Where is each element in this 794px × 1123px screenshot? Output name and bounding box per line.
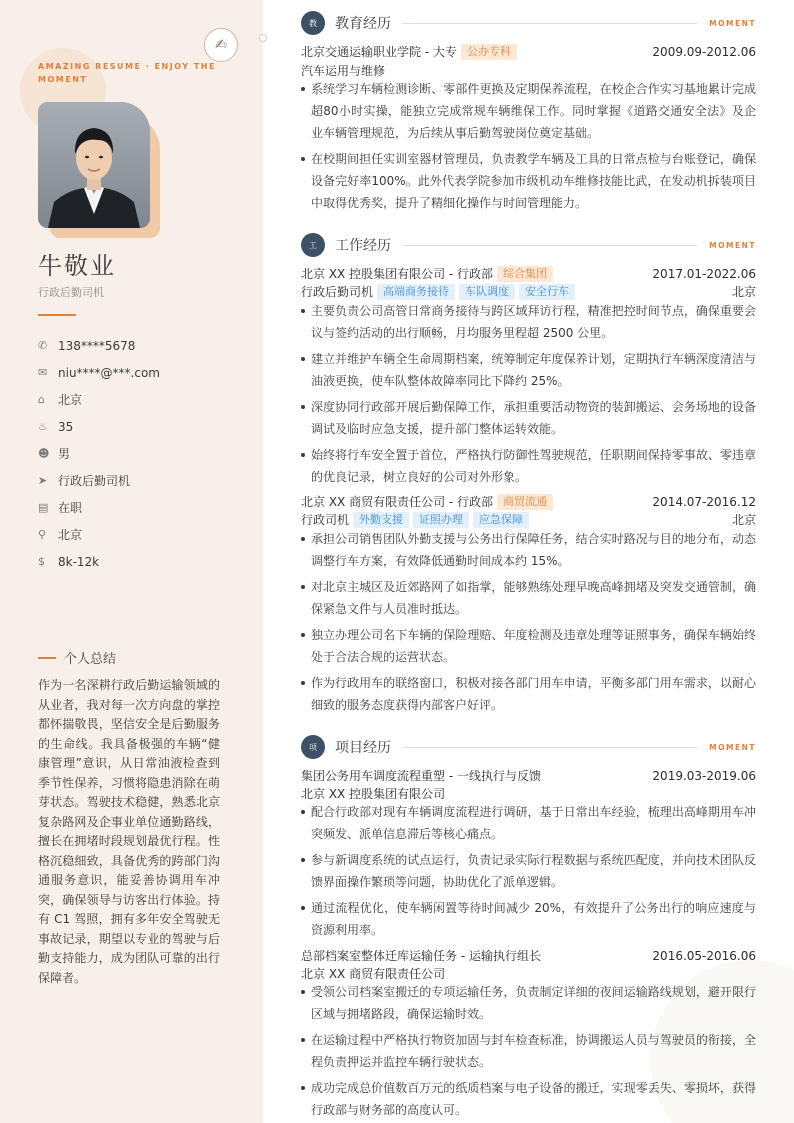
signature-icon: ✍: [204, 28, 238, 62]
list-item: 始终将行车安全置于首位，严格执行防御性驾驶规范，任职期间保持零事故、零违章的优良记录，树立良好的公司对外形象。: [301, 444, 756, 488]
project-org-row: [301, 965, 756, 982]
contact-age: [38, 413, 160, 440]
list-item: 在运输过程中严格执行物资加固与封车检查标准，协调搬运人员与驾驶员的衔接，全程负责押运并监控车辆行驶状态。: [301, 1029, 756, 1073]
tagline: AMAZING RESUME · ENJOY THE MOMENT: [38, 62, 216, 84]
contact-intent: [38, 467, 160, 494]
contact-text: 35: [58, 419, 74, 434]
list-item: 承担公司销售团队外勤支援与公务出行保障任务，结合实时路况与目的地分布，动态调整行车方案，有效降低通勤时间成本约 15%。: [301, 528, 756, 572]
skill-tag: 外勤支援: [353, 512, 409, 528]
job-date: 2017.01-2022.06: [652, 266, 756, 281]
contact-location: [38, 521, 160, 548]
contact-text: 138****5678: [58, 338, 136, 353]
list-item: 成功完成总价值数百万元的纸质档案与电子设备的搬迁，实现零丢失、零损坏，获得行政部与财务部的高度认可。: [301, 1077, 756, 1121]
section-title: 工作经历: [335, 238, 391, 254]
job-position-row: [301, 511, 756, 528]
job-position: 行政司机: [301, 513, 350, 527]
job-company-row: [301, 493, 756, 510]
school-name: 北京交通运输职业学院 - 大专: [301, 45, 457, 59]
contact-text: 行政后勤司机: [58, 474, 131, 488]
project-bullets: [301, 981, 756, 1123]
major: 汽车运用与维修: [301, 64, 386, 78]
list-item: 独立办理公司名下车辆的保险理赔、年度检测及违章处理等证照事务，确保车辆始终处于合法合规的运营状态。: [301, 624, 756, 668]
project-name-row: [301, 947, 756, 964]
contact-text: 男: [58, 447, 71, 461]
salary-icon: $: [38, 555, 45, 568]
decorative-dot: [259, 34, 267, 42]
contact-list: [38, 332, 160, 575]
section-title: 项目经历: [335, 740, 391, 756]
gender-icon: ☻: [38, 447, 50, 460]
mail-icon: ✉: [38, 366, 48, 379]
section-header-projects: [301, 735, 756, 759]
contact-text: 8k-12k: [58, 554, 100, 569]
contact-text: 在职: [58, 501, 83, 515]
contact-phone: [38, 332, 160, 359]
job-position-row: [301, 283, 756, 300]
heading-bar: [38, 657, 56, 659]
contact-gender: [38, 440, 160, 467]
project-bullets: [301, 801, 756, 945]
school-tag: 公办专科: [461, 44, 517, 60]
project-date: 2016.05-2016.06: [652, 948, 756, 963]
company-name: 北京 XX 商贸有限责任公司 - 行政部: [301, 495, 494, 509]
education-major-row: [301, 62, 756, 79]
phone-icon: ✆: [38, 339, 48, 352]
section-header-work: [301, 233, 756, 257]
list-item: 深度协同行政部开展后勤保障工作，承担重要活动物资的装卸搬运、会务场地的设备调试及临时应急支援，提升部门整体运转效能。: [301, 396, 756, 440]
job-city: 北京: [731, 513, 756, 527]
education-school-row: [301, 43, 756, 60]
section-moment: MOMENT: [709, 742, 756, 752]
section-moment: MOMENT: [709, 18, 756, 28]
summary-title: 个人总结: [64, 652, 117, 667]
candidate-name: 牛敬业: [38, 252, 116, 280]
job-city: 北京: [731, 285, 756, 299]
skill-tag: 应急保障: [473, 512, 529, 528]
project-date: 2019.03-2019.06: [652, 768, 756, 783]
list-item: 系统学习车辆检测诊断、零部件更换及定期保养流程，在校企合作实习基地累计完成超80小时实操，能独立完成常规车辆维保工作。同时掌握《道路交通安全法》及企业车辆管理规范，为后续从事后勤驾驶岗位奠定基础。: [301, 78, 756, 144]
skill-tag: 证照办理: [413, 512, 469, 528]
job-company-row: [301, 265, 756, 282]
project-org: 北京 XX 商贸有限责任公司: [301, 967, 446, 981]
company-name: 北京 XX 控股集团有限公司 - 行政部: [301, 267, 494, 281]
list-item: 参与新调度系统的试点运行，负责记录实际行程数据与系统匹配度，并向技术团队反馈界面操作繁琐等问题，协助优化了派单逻辑。: [301, 849, 756, 893]
list-item: 受领公司档案室搬迁的专项运输任务，负责制定详细的夜间运输路线规划，避开限行区域与拥堵路段，确保运输时效。: [301, 981, 756, 1025]
contact-text: 北京: [58, 528, 83, 542]
education-icon: 教: [301, 11, 325, 35]
skill-tag: 安全行车: [519, 284, 575, 300]
section-rule: [403, 23, 697, 24]
summary-heading: [38, 648, 116, 667]
section-title: 教育经历: [335, 16, 391, 32]
contact-text: 北京: [58, 393, 83, 407]
project-org: 北京 XX 控股集团有限公司: [301, 787, 446, 801]
list-item: 建立并维护车辆全生命周期档案，统筹制定年度保养计划，定期执行车辆深度清洁与油液更换，使车队整体故障率同比下降约 25%。: [301, 348, 756, 392]
list-item: 在校期间担任实训室器材管理员，负责教学车辆及工具的日常点检与台账登记，确保设备完好率100%。此外代表学院参加市级机动车维修技能比武，在发动机拆装项目中取得优秀奖，提升了精细化操作与时间管理能力。: [301, 148, 756, 214]
avatar: [38, 102, 150, 228]
project-icon: 项: [301, 735, 325, 759]
work-icon: 工: [301, 233, 325, 257]
avatar-portrait-icon: [38, 102, 150, 228]
project-name-row: [301, 767, 756, 784]
list-item: 对北京主城区及近郊路网了如指掌，能够熟练处理早晚高峰拥堵及突发交通管制，确保紧急文件与人员准时抵达。: [301, 576, 756, 620]
project-name: 总部档案室整体迁库运输任务 - 运输执行组长: [301, 949, 541, 963]
divider: [38, 314, 76, 316]
cake-icon: ♨: [38, 420, 48, 433]
contact-salary: [38, 548, 160, 575]
contact-status: [38, 494, 160, 521]
list-item: 配合行政部对现有车辆调度流程进行调研，基于日常出车经验，梳理出高峰期用车冲突频发、派单信息滞后等核心痛点。: [301, 801, 756, 845]
send-icon: ➤: [38, 474, 48, 487]
education-bullets: [301, 78, 756, 218]
briefcase-icon: ▤: [38, 501, 49, 514]
job-bullets: [301, 300, 756, 492]
section-rule: [403, 245, 697, 246]
job-bullets: [301, 528, 756, 720]
job-position: 行政后勤司机: [301, 285, 374, 299]
list-item: 作为行政用车的联络窗口，积极对接各部门用车申请，平衡多部门用车需求，以耐心细致的服务态度获得内部客户好评。: [301, 672, 756, 716]
project-org-row: [301, 785, 756, 802]
company-tag: 综合集团: [497, 266, 553, 282]
job-date: 2014.07-2016.12: [652, 494, 756, 509]
home-icon: ⌂: [38, 393, 45, 406]
section-header-education: [301, 11, 756, 35]
contact-email: [38, 359, 160, 386]
company-tag: 商贸流通: [497, 494, 553, 510]
skill-tag: 车队调度: [459, 284, 515, 300]
contact-text: niu****@***.com: [58, 365, 160, 380]
sidebar: [0, 0, 263, 1123]
education-date: 2009.09-2012.06: [652, 44, 756, 59]
list-item: 主要负责公司高管日常商务接待与跨区域拜访行程，精准把控时间节点，确保重要会议与签约活动的出行顺畅，月均服务里程超 2500 公里。: [301, 300, 756, 344]
location-pin-icon: ⚲: [38, 528, 47, 541]
summary-text: 作为一名深耕行政后勤运输领域的从业者，我对每一次方向盘的掌控都怀揣敬畏，坚信安全是后勤服务的生命线。我具备极强的车辆“健康管理”意识，从日常油液检查到季节性保养，习惯将隐患消除在萌芽状态。驾驶技术稳健，熟悉北京复杂路网及企事业单位通勤路线，擅长在拥堵时段规划最优行程。性格沉稳细致，具备优秀的跨部门沟通服务意识，能妥善协调用车冲突，确保领导与访客出行体验。持有 C1 驾照，拥有多年安全驾驶无事故记录，期望以专业的驾驶与后勤支持能力，成为团队可靠的出行保障者。: [38, 678, 220, 985]
candidate-job-title: 行政后勤司机: [38, 286, 104, 299]
project-name: 集团公务用车调度流程重塑 - 一线执行与反馈: [301, 769, 541, 783]
section-moment: MOMENT: [709, 240, 756, 250]
skill-tag: 高端商务接待: [377, 284, 455, 300]
list-item: 通过流程优化，使车辆闲置等待时间减少 20%，有效提升了公务出行的响应速度与资源利用率。: [301, 897, 756, 941]
contact-home: [38, 386, 160, 413]
section-rule: [403, 747, 697, 748]
